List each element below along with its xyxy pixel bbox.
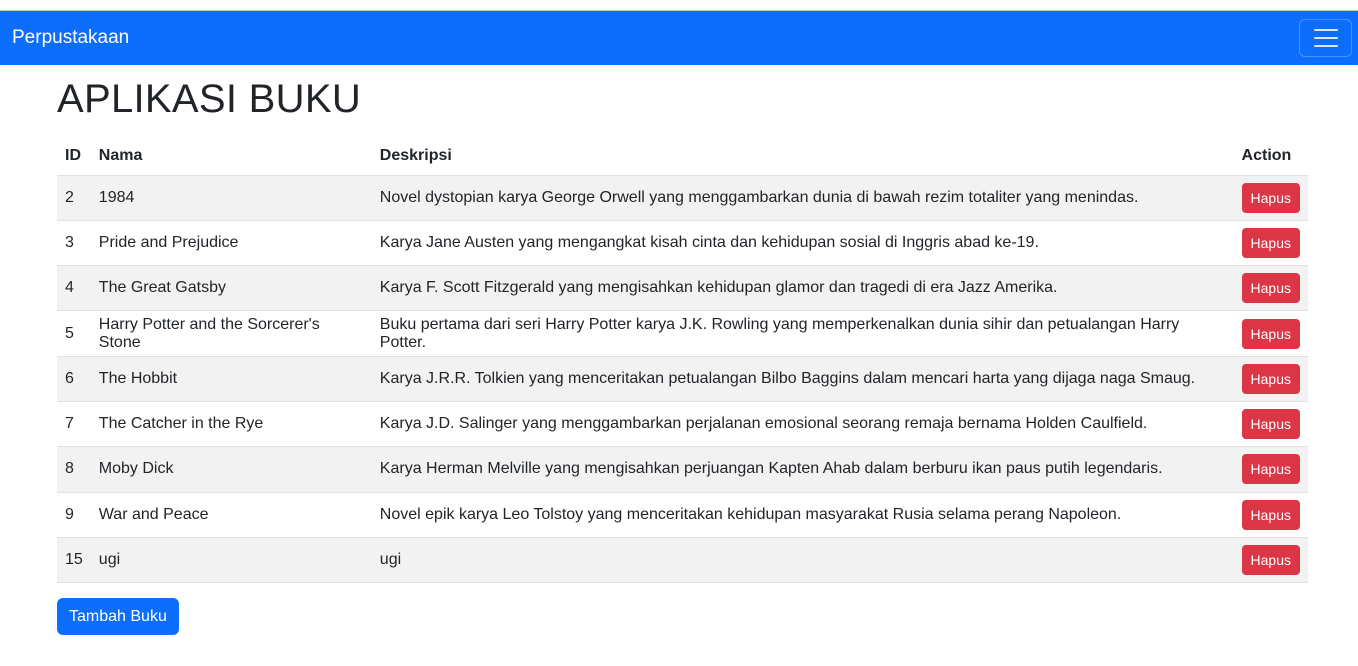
cell-id: 2 bbox=[57, 175, 91, 220]
cell-id: 9 bbox=[57, 492, 91, 537]
table-row bbox=[57, 537, 1308, 582]
main-container bbox=[57, 65, 1308, 635]
books-table-body bbox=[57, 175, 1308, 583]
delete-button[interactable]: Hapus bbox=[1242, 183, 1300, 213]
cell-deskripsi: Buku pertama dari seri Harry Potter karya J.K. Rowling yang memperkenalkan dunia sihir dan petualangan Harry Potter. bbox=[372, 311, 1234, 356]
navbar-toggler-button[interactable] bbox=[1299, 19, 1352, 57]
cell-id: 5 bbox=[57, 311, 91, 356]
header-action: Action bbox=[1234, 137, 1308, 175]
cell-nama: 1984 bbox=[91, 175, 372, 220]
delete-button[interactable]: Hapus bbox=[1242, 409, 1300, 439]
table-header-row bbox=[57, 137, 1308, 175]
table-row bbox=[57, 266, 1308, 311]
cell-action bbox=[1234, 356, 1308, 401]
cell-id: 15 bbox=[57, 537, 91, 582]
navbar-brand[interactable]: Perpustakaan bbox=[12, 27, 130, 48]
cell-nama: The Catcher in the Rye bbox=[91, 401, 372, 446]
window-top-edge bbox=[0, 0, 1358, 11]
cell-action bbox=[1234, 401, 1308, 446]
header-nama: Nama bbox=[91, 137, 372, 175]
cell-id: 4 bbox=[57, 266, 91, 311]
cell-id: 3 bbox=[57, 220, 91, 265]
hamburger-icon bbox=[1314, 37, 1338, 39]
cell-action bbox=[1234, 220, 1308, 265]
cell-id: 8 bbox=[57, 447, 91, 492]
navbar bbox=[0, 11, 1358, 65]
delete-button[interactable]: Hapus bbox=[1242, 228, 1300, 258]
delete-button[interactable]: Hapus bbox=[1242, 364, 1300, 394]
cell-nama: Pride and Prejudice bbox=[91, 220, 372, 265]
cell-nama: ugi bbox=[91, 537, 372, 582]
hamburger-icon bbox=[1314, 45, 1338, 47]
cell-deskripsi: Karya J.D. Salinger yang menggambarkan perjalanan emosional seorang remaja bernama Holden Caulfield. bbox=[372, 401, 1234, 446]
books-table bbox=[57, 137, 1308, 583]
cell-id: 6 bbox=[57, 356, 91, 401]
delete-button[interactable]: Hapus bbox=[1242, 273, 1300, 303]
table-row bbox=[57, 356, 1308, 401]
cell-deskripsi: Novel dystopian karya George Orwell yang menggambarkan dunia di bawah rezim totaliter yang menindas. bbox=[372, 175, 1234, 220]
cell-deskripsi: Karya F. Scott Fitzgerald yang mengisahkan kehidupan glamor dan tragedi di era Jazz Amerika. bbox=[372, 266, 1234, 311]
cell-deskripsi: ugi bbox=[372, 537, 1234, 582]
page-title: APLIKASI BUKU bbox=[57, 77, 362, 121]
cell-nama: Moby Dick bbox=[91, 447, 372, 492]
table-row bbox=[57, 492, 1308, 537]
delete-button[interactable]: Hapus bbox=[1242, 500, 1300, 530]
cell-action bbox=[1234, 266, 1308, 311]
cell-action bbox=[1234, 447, 1308, 492]
cell-nama: The Hobbit bbox=[91, 356, 372, 401]
hamburger-icon bbox=[1314, 29, 1338, 31]
cell-nama: The Great Gatsby bbox=[91, 266, 372, 311]
cell-id: 7 bbox=[57, 401, 91, 446]
cell-deskripsi: Karya Herman Melville yang mengisahkan perjuangan Kapten Ahab dalam berburu ikan paus putih legendaris. bbox=[372, 447, 1234, 492]
table-row bbox=[57, 311, 1308, 356]
add-book-button[interactable]: Tambah Buku bbox=[57, 598, 179, 635]
cell-deskripsi: Novel epik karya Leo Tolstoy yang menceritakan kehidupan masyarakat Rusia selama perang Napoleon. bbox=[372, 492, 1234, 537]
delete-button[interactable]: Hapus bbox=[1242, 319, 1300, 349]
cell-deskripsi: Karya J.R.R. Tolkien yang menceritakan petualangan Bilbo Baggins dalam mencari harta yang dijaga naga Smaug. bbox=[372, 356, 1234, 401]
cell-action bbox=[1234, 175, 1308, 220]
delete-button[interactable]: Hapus bbox=[1242, 545, 1300, 575]
cell-nama: Harry Potter and the Sorcerer's Stone bbox=[91, 311, 372, 356]
cell-deskripsi: Karya Jane Austen yang mengangkat kisah cinta dan kehidupan sosial di Inggris abad ke-19. bbox=[372, 220, 1234, 265]
cell-action bbox=[1234, 537, 1308, 582]
delete-button[interactable]: Hapus bbox=[1242, 454, 1300, 484]
cell-action bbox=[1234, 492, 1308, 537]
table-row bbox=[57, 175, 1308, 220]
cell-nama: War and Peace bbox=[91, 492, 372, 537]
header-id: ID bbox=[57, 137, 91, 175]
table-row bbox=[57, 401, 1308, 446]
header-deskripsi: Deskripsi bbox=[372, 137, 1234, 175]
table-row bbox=[57, 447, 1308, 492]
table-row bbox=[57, 220, 1308, 265]
cell-action bbox=[1234, 311, 1308, 356]
